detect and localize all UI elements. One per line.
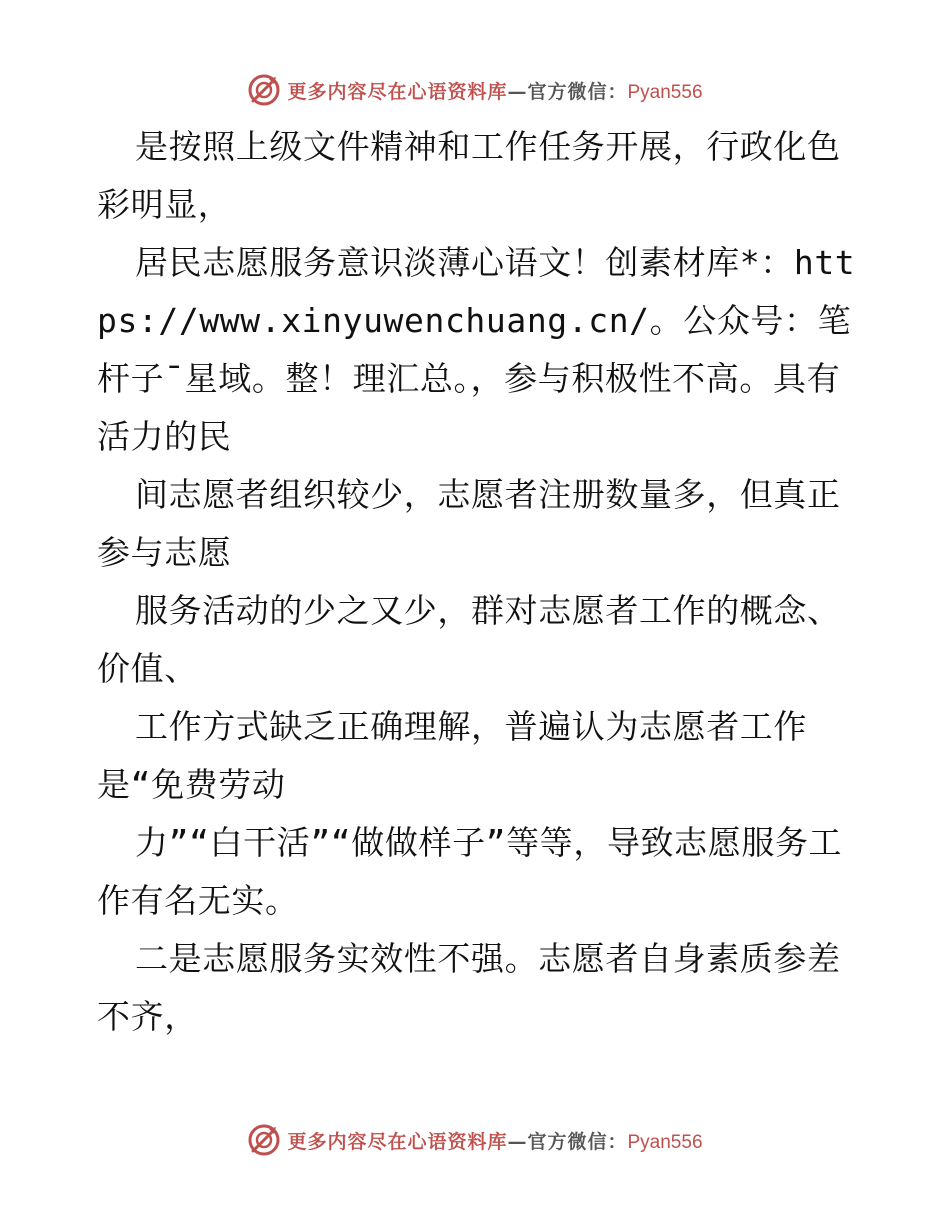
header-watermark-wechat-label: —官方微信：	[507, 80, 628, 103]
paragraph-5: 工作方式缺乏正确理解，普遍认为志愿者工作是“免费劳动	[97, 707, 807, 804]
paragraph-4: 服务活动的少之又少，群对志愿者工作的概念、价值、	[97, 591, 841, 688]
paragraph-7: 二是志愿服务实效性不强。志愿者自身素质参差不齐，	[97, 939, 841, 1036]
paragraph-2: 居民志愿服务意识淡薄心语文！创素材库*：https://www.xinyuwenchuang.cn/。公众号：笔杆子¯星域。整！理汇总。，参与积极性不高。具有活力的民	[97, 243, 856, 456]
footer-watermark-wechat-label: —官方微信：	[507, 1130, 628, 1153]
header-watermark-lead: 更多内容尽在心语资料库	[287, 80, 508, 103]
circular-seal-logo-icon	[247, 73, 281, 107]
header-watermark	[0, 70, 950, 110]
footer-watermark	[0, 1120, 950, 1160]
paragraph-6: 力”“白干活”“做做样子”等等，导致志愿服务工作有名无实。	[97, 823, 843, 920]
footer-watermark-lead: 更多内容尽在心语资料库	[287, 1130, 508, 1153]
circular-seal-logo-icon	[247, 1123, 281, 1157]
header-watermark-wechat-id: Pyan556	[627, 81, 703, 103]
paragraph-1: 是按照上级文件精神和工作任务开展，行政化色彩明显，	[97, 127, 841, 224]
paragraph-3: 间志愿者组织较少，志愿者注册数量多，但真正参与志愿	[97, 475, 841, 572]
document-body	[97, 118, 857, 1046]
footer-watermark-wechat-id: Pyan556	[627, 1131, 703, 1153]
